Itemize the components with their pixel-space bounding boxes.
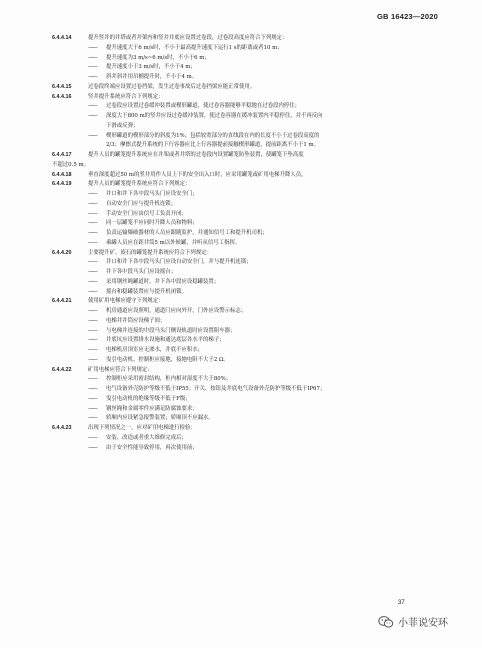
list-item	[52, 395, 448, 405]
list-item-text: 过卷段应设置过卷缓冲装置或楔形罐道，使过卷容器能够平稳地在过卷段内停住；	[106, 103, 301, 110]
list-item-text: 井口和井下各中段马头门应设安全门；	[106, 191, 198, 197]
clause-number: 6.4.4.18	[52, 171, 72, 178]
watermark	[378, 614, 448, 629]
list-item-text: 安装、改造或者重大维修完成后；	[106, 434, 187, 441]
list-item	[52, 268, 448, 278]
list-item-continuation: 2/3；摩擦式提升系统的下行容器应比上行容器提前接触楔形罐道，提前距离不小于1 m。	[106, 142, 319, 149]
em-dash-bullet: ——	[88, 230, 97, 236]
em-dash-bullet: ——	[88, 405, 97, 412]
em-dash-bullet: ——	[88, 132, 97, 139]
clause-text: 提升人员的罐笼提升系统应在井架或者井塔的过卷段内设置罐笼防坠装置，使罐笼下坠高度	[88, 152, 304, 158]
em-dash-bullet: ——	[88, 74, 97, 80]
list-item-text: 控制柜应采用密封结构，柜内相对湿度不大于80%；	[106, 376, 232, 383]
list-item-text: 曳引电动机的绝缘等级不低于F级；	[106, 395, 191, 402]
em-dash-bullet: ——	[88, 191, 97, 197]
list-item-text: 提升速度大于6 m/s时，不小于最高提升速度下运行1 s的距离或者10 m；	[106, 44, 283, 51]
list-item	[52, 414, 448, 424]
list-item	[52, 405, 448, 415]
list-item-text: 摇台和稳罐装置应与提升机闭锁。	[106, 288, 187, 295]
list-item	[52, 219, 448, 229]
list-item	[52, 200, 448, 210]
clause-number: 6.4.4.20	[52, 249, 72, 256]
list-item	[52, 239, 448, 249]
em-dash-bullet: ——	[88, 317, 97, 324]
list-item	[52, 288, 448, 298]
list-item-text: 提升速度小于3 m/s时，不小于4 m；	[106, 64, 196, 71]
em-dash-bullet: ——	[88, 54, 97, 61]
list-item	[52, 317, 448, 327]
clause-line	[52, 171, 448, 181]
clause-number: 6.4.4.15	[52, 83, 72, 90]
clause-number: 6.4.4.14	[52, 35, 72, 41]
clause-text: 提升人员的罐笼提升系统应符合下列规定：	[88, 181, 191, 188]
list-item-text: 机房通道应设照明，通道门应向外开，门外应设警示标志；	[106, 308, 247, 314]
clause-number: 6.4.4.23	[52, 425, 72, 431]
list-item-text: 负责运输爆破器材的人员应跟随监护，并通知信号工和提升机司机；	[106, 230, 268, 236]
em-dash-bullet: ——	[88, 356, 97, 363]
list-item	[52, 278, 448, 288]
em-dash-bullet: ——	[88, 64, 97, 71]
em-dash-bullet: ——	[88, 113, 97, 119]
clause-number: 6.4.4.19	[52, 181, 72, 188]
list-item-text: 曳引电动机、控制柜应接地，接地电阻不大于2 Ω。	[106, 356, 229, 363]
list-item-text: 电梯机房顶室应无渗水，井底不应积水；	[106, 347, 204, 353]
clause-text: 提升竖井的井塔或者井架内和竖井井底应设置过卷段，过卷段高度应符合下列规定：	[88, 35, 288, 41]
list-item-text: 井口和井下各中段马头门应设自动安全门，并与提升机连锁；	[106, 259, 252, 266]
list-item-text: 电梯井井筒应设梯子间；	[106, 317, 166, 324]
list-item	[52, 307, 448, 317]
list-item	[52, 63, 448, 73]
list-item-text: 楔形罐道的楔形部分的斜度为1%；包括较宽部分的直线段在内的长度不小于过卷段高度的	[106, 132, 320, 139]
list-item-text: 采用钢丝绳罐道时，井下各中段应设稳罐装置；	[106, 278, 220, 285]
clause-text: 过卷段终端应设置过卷挡梁，发生过卷事故后过卷挡梁应能正常使用。	[88, 83, 256, 90]
list-item	[52, 356, 448, 366]
watermark-text: 小菲说安环	[398, 618, 448, 629]
em-dash-bullet: ——	[88, 44, 97, 51]
clause-line	[52, 180, 448, 190]
list-item	[52, 346, 448, 356]
list-item-text: 提升速度为3 m/s~6 m/s时，不小于6 m；	[106, 54, 210, 61]
em-dash-bullet: ——	[88, 220, 97, 227]
list-item-text: 电气设备外壳防护等级不低于IP55；开关、按钮及井底电气设备外壳防护等级不低于IP67；	[106, 386, 326, 392]
em-dash-bullet: ——	[88, 288, 97, 295]
clause-number: 6.4.4.17	[52, 152, 72, 158]
clause-text: 竖井提升系统应符合下列规定：	[88, 93, 164, 100]
list-item	[52, 44, 448, 54]
em-dash-bullet: ——	[88, 444, 97, 451]
em-dash-bullet: ——	[88, 278, 97, 285]
list-item	[52, 132, 448, 142]
list-item	[52, 229, 448, 239]
list-item	[52, 327, 448, 337]
list-item	[52, 434, 448, 444]
list-item-text: 自动安全门应与提升机连锁；	[106, 200, 177, 207]
em-dash-bullet: ——	[88, 386, 97, 392]
em-dash-bullet: ——	[88, 239, 97, 246]
clause-number: 6.4.4.21	[52, 298, 72, 305]
list-item-text: 井下各中段马头门应设摇台；	[106, 269, 177, 275]
list-item	[52, 385, 448, 395]
clause-line	[52, 249, 448, 259]
em-dash-bullet: ——	[88, 434, 97, 441]
paragraph-continuation: 不超过0.5 m。	[52, 161, 89, 168]
em-dash-bullet: ——	[88, 308, 97, 314]
em-dash-bullet: ——	[88, 415, 97, 422]
em-dash-bullet: ——	[88, 210, 97, 217]
clause-number: 6.4.4.22	[52, 366, 72, 373]
list-item	[52, 375, 448, 385]
clause-text: 使用矿用电梯应遵守下列规定：	[88, 298, 164, 305]
em-dash-bullet: ——	[88, 395, 97, 402]
clause-text: 出现下列情况之一，应对矿用电梯进行检验：	[88, 425, 196, 431]
clause-line	[52, 424, 448, 434]
em-dash-bullet: ——	[88, 347, 97, 353]
clause-line	[52, 297, 448, 307]
list-item	[52, 112, 448, 122]
list-item	[52, 54, 448, 64]
em-dash-bullet: ——	[88, 269, 97, 275]
list-item-text: 深度大于800 m的竖井应设过卷缓冲装置，使过卷容器在缓冲装置内平稳停住，并不再反向	[106, 113, 323, 119]
list-item-text: 同一层罐笼不应同时升降人员和物料；	[106, 220, 198, 227]
list-item-text: 与电梯井连接的中段马头门侧设轨道时应设置阻车器；	[106, 327, 236, 334]
em-dash-bullet: ——	[88, 376, 97, 383]
clause-line	[52, 366, 448, 376]
em-dash-bullet: ——	[88, 200, 97, 207]
em-dash-bullet: ——	[88, 327, 97, 334]
standard-code-header: GB 16423—2020	[377, 12, 438, 21]
list-item-text: 斜井斜井用吊桶提升时，不小于4 m。	[106, 74, 198, 80]
clause-text: 矿用电梯应符合下列规定：	[88, 366, 153, 373]
list-item	[52, 73, 448, 83]
list-item-text: 钢丝绳和金属零件应满足防腐蚀要求；	[106, 405, 198, 412]
list-item	[52, 210, 448, 220]
clause-line	[52, 83, 448, 93]
clause-text: 垂直深度超过50 m的竖井用作人员上下的安全出入口时，应采用罐笼或矿用电梯升降人员。	[88, 171, 307, 178]
list-item-text: 乘罐人员应在距井筒5 m以外候罐，并听从信号工指挥。	[106, 239, 241, 246]
list-item-text: 轿厢内应设紧急报警装置；轿厢顶不应漏水。	[106, 415, 214, 422]
em-dash-bullet: ——	[88, 259, 97, 266]
list-item	[52, 336, 448, 346]
list-item-text: 手动安全门应由信号工负责开闭；	[106, 210, 187, 217]
em-dash-bullet: ——	[88, 337, 97, 344]
list-item-text: 井底坑应设置排水设施和通达底层各水平的梯子；	[106, 337, 225, 344]
list-item-text: 由于安全性能导致停用，再次使用前；	[106, 444, 198, 451]
clause-line	[52, 151, 448, 161]
clause-line	[52, 34, 448, 44]
list-item-continuation: 下滑或反弹；	[106, 122, 139, 129]
wechat-logo-icon	[378, 615, 394, 629]
clause-line	[52, 93, 448, 103]
clause-number: 6.4.4.16	[52, 93, 72, 100]
list-item	[52, 258, 448, 268]
list-item	[52, 444, 448, 454]
page-number: 37	[398, 600, 405, 606]
document-body	[52, 34, 448, 453]
em-dash-bullet: ——	[88, 103, 97, 110]
list-item	[52, 190, 448, 200]
list-item	[52, 102, 448, 112]
clause-text: 主要提升矿、废石的罐笼提升系统应符合下列规定：	[88, 249, 212, 256]
